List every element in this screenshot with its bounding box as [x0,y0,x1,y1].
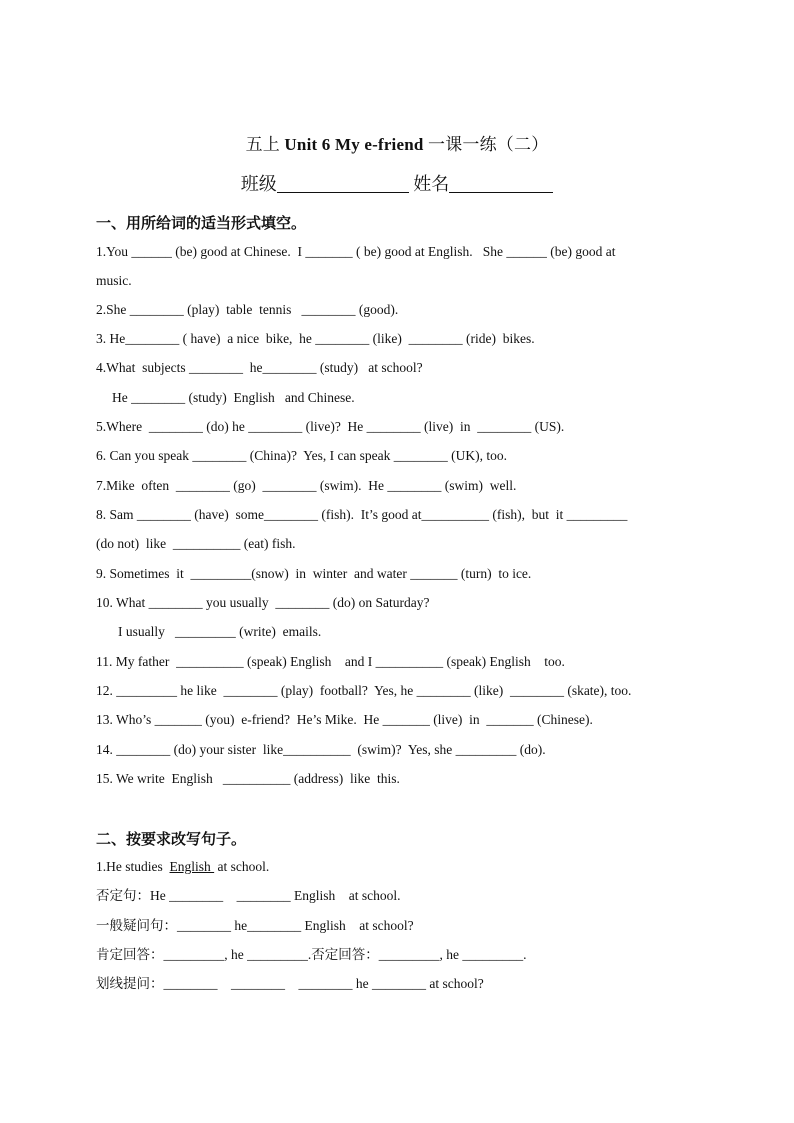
rewrite-line: 否定句：He ________ ________ English at school. [96,888,401,903]
student-info-row [0,170,794,196]
exercise-line: 10. What ________ you usually ________ (do) on Saturday? [96,595,430,610]
rewrite-line: 肯定回答：_________, he _________.否定回答：_________, he _________. [96,947,527,962]
title-prefix: 五上 [245,135,280,154]
exercise-line: 2.She ________ (play) table tennis ________ (good). [96,302,399,317]
exercise-line: 11. My father __________ (speak) English and I __________ (speak) English too. [96,654,565,669]
exercise-line: I usually _________ (write) emails. [118,624,322,639]
exercise-line: 3. He________ ( have) a nice bike, he ________ (like) ________ (ride) bikes. [96,331,535,346]
exercise-line: He ________ (study) English and Chinese. [112,390,355,405]
class-label: 班级 [240,174,277,194]
exercise-line: music. [96,273,132,288]
page-title [0,130,794,155]
exercise-line: 1.You ______ (be) good at Chinese. I _______ ( be) good at English. She ______ (be) good at [96,244,616,259]
exercise-line: 13. Who’s _______ (you) e-friend? He’s Mike. He _______ (live) in _______ (Chinese). [96,712,593,727]
exercise-line: 6. Can you speak ________ (China)? Yes, I can speak ________ (UK), too. [96,448,507,463]
name-blank [449,174,553,193]
exercise-line: 12. _________ he like ________ (play) football? Yes, he ________ (like) ________ (skate), too. [96,683,632,698]
rewrite-line: 划线提问：________ ________ ________ he ________ at school? [96,976,484,991]
exercise-line: 15. We write English __________ (address) like this. [96,771,400,786]
exercise-line: 14. ________ (do) your sister like__________ (swim)? Yes, she _________ (do). [96,742,546,757]
exercise-line: (do not) like __________ (eat) fish. [96,536,296,551]
exercise-line: 5.Where ________ (do) he ________ (live)? He ________ (live) in ________ (US). [96,419,565,434]
q1-suffix: at school. [214,859,270,874]
title-unit: Unit 6 My e-friend [279,135,428,154]
class-blank [277,174,409,193]
exercise-line: 4.What subjects ________ he________ (study) at school? [96,360,423,375]
exercise-line: 9. Sometimes it _________(snow) in winter and water _______ (turn) to ice. [96,566,532,581]
section2-heading: 二、按要求改写句子。 [96,830,247,848]
q1-underlined-word: English [169,859,215,874]
section1-heading: 一、用所给词的适当形式填空。 [96,214,307,232]
rewrite-question [96,858,696,876]
q1-prefix: 1.He studies [96,859,170,874]
exercise-line: 8. Sam ________ (have) some________ (fish). It’s good at__________ (fish), but it _________ [96,507,628,522]
title-suffix: 一课一练（二） [428,135,549,154]
exercise-line: 7.Mike often ________ (go) ________ (swim). He ________ (swim) well. [96,478,517,493]
rewrite-line: 一般疑问句：________ he________ English at school? [96,918,414,933]
name-label: 姓名 [413,174,450,194]
